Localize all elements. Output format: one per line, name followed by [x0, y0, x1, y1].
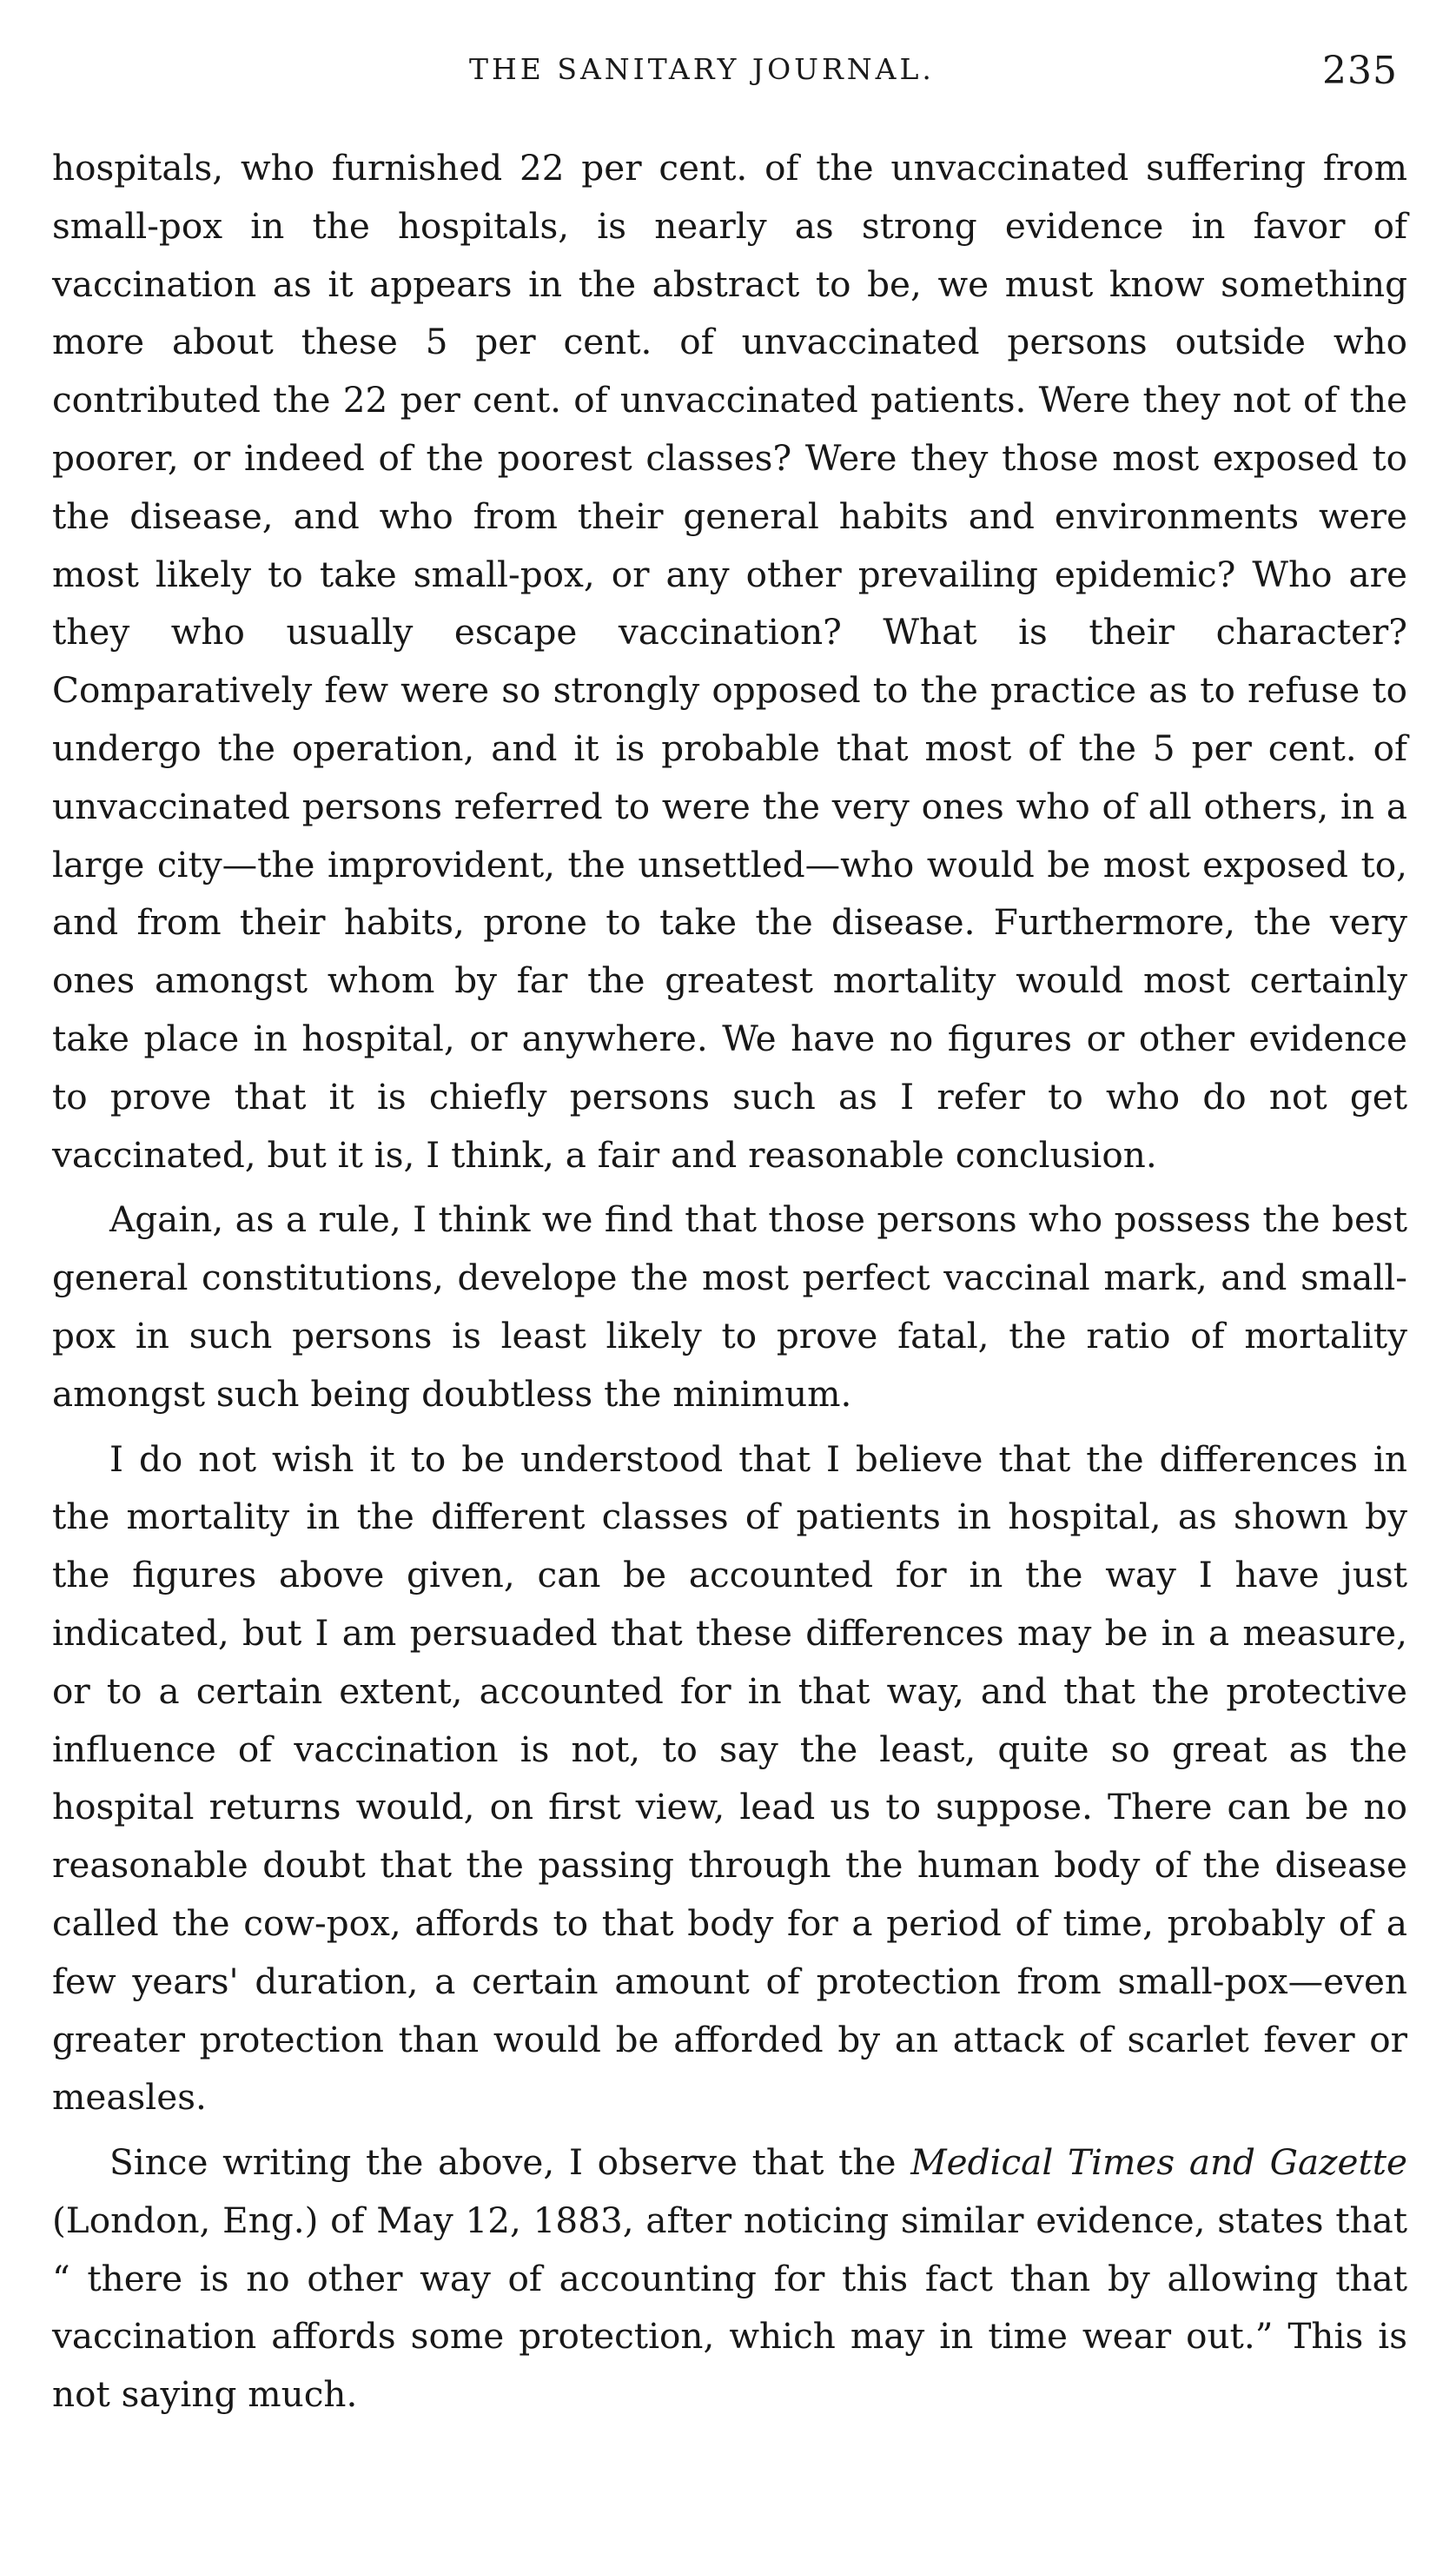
- paragraph-3: I do not wish it to be understood that I believe that the differences in the mortality in the different classes of patients in hospital, as shown by the figures above given, can be accounted for in the way I have just indicated, but I am persuaded that these differences may be in a measure, or to a certain extent, accounted for in that way, and that the protective influence of vaccination is not, to say the least, quite so great as the hospital returns would, on first view, lead us to suppose. There can be no reasonable doubt that the passing through the human body of the disease called the cow-pox, affords to that body for a period of time, probably of a few years' duration, a certain amount of protection from small-pox—even greater protection than would be afforded by an attack of scarlet fever or measles.: [52, 1437, 1407, 2119]
- running-title: THE SANITARY JOURNAL.: [469, 52, 935, 86]
- paragraph-4: [52, 2133, 1407, 2424]
- paragraph-2: Again, as a rule, I think we find that those persons who possess the best general constitutions, develope the most perfect vaccinal mark, and small-pox in such persons is least likely to prove fatal, the ratio of mortality amongst such being doubtless the minimum.: [52, 1198, 1407, 1415]
- paragraph-4-rest: (London, Eng.) of May 12, 1883, after noticing similar evidence, states that “ there is no other way of accounting for this fact than by allowing that vaccination affords some protection, which may in time wear out.” This is not saying much.: [52, 2199, 1407, 2416]
- page-number: 235: [1322, 49, 1398, 93]
- paragraph-1: hospitals, who furnished 22 per cent. of the unvaccinated suffering from small-pox in the hospitals, is nearly as strong evidence in favor of vaccination as it appears in the abstract to be, we must know something more about these 5 per cent. of unvaccinated persons outside who contributed the 22 per cent. of unvaccinated patients. Were they not of the poorer, or indeed of the poorest classes? Were they those most exposed to the disease, and who from their general habits and environments were most likely to take small-pox, or any other prevailing epidemic? Who are they who usually escape vaccination? What is their character? Comparatively few were so strongly opposed to the practice as to refuse to undergo the operation, and it is probable that most of the 5 per cent. of unvaccinated persons referred to were the very ones who of all others, in a large city—the improvident, the unsettled—who would be most exposed to, and from their habits, prone to take the disease. Furthermore, the very ones amongst whom by far the greatest mortality would most certainly take place in hospital, or anywhere. We have no figures or other evidence to prove that it is chiefly persons such as I refer to who do not get vaccinated, but it is, I think, a fair and reasonable conclusion.: [52, 147, 1407, 1176]
- body-text: [52, 139, 1407, 2424]
- page-header: [0, 49, 1456, 104]
- publication-title: Medical Times and Gazette: [910, 2141, 1408, 2184]
- paragraph-4-lead: Since writing the above, I observe that the: [109, 2141, 911, 2184]
